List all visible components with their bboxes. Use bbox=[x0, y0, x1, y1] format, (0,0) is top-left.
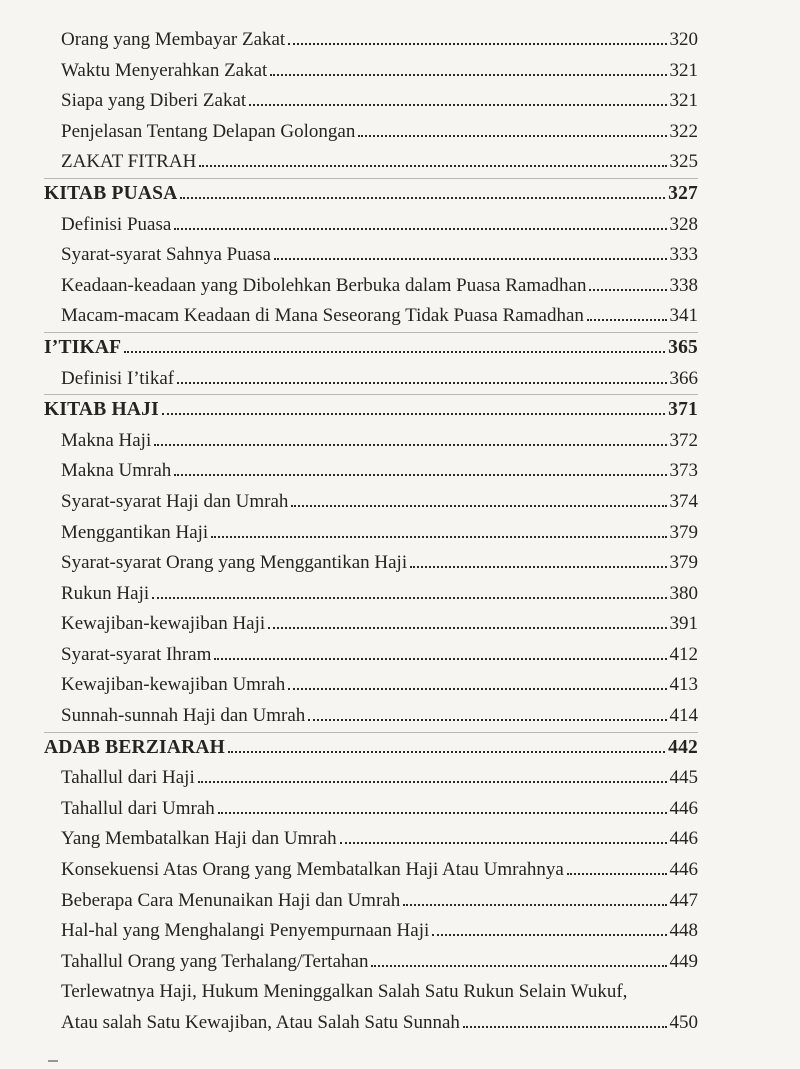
toc-entry-title: Sunnah-sunnah Haji dan Umrah bbox=[61, 705, 306, 727]
toc-page-number: 373 bbox=[669, 460, 698, 482]
toc-entry[interactable] bbox=[44, 117, 698, 148]
table-of-contents bbox=[44, 25, 698, 1039]
dot-leader bbox=[270, 69, 666, 76]
toc-entry[interactable] bbox=[44, 701, 698, 732]
toc-chapter-title: I’TIKAF bbox=[44, 336, 122, 358]
toc-page-number: 413 bbox=[669, 674, 698, 696]
dot-leader bbox=[410, 561, 666, 568]
toc-page-number: 414 bbox=[669, 705, 698, 727]
toc-entry-title: Syarat-syarat Sahnya Puasa bbox=[61, 244, 271, 266]
toc-entry[interactable] bbox=[44, 487, 698, 518]
toc-entry[interactable] bbox=[44, 86, 698, 117]
dot-leader bbox=[152, 592, 666, 599]
dot-leader bbox=[198, 776, 667, 783]
toc-page-number: 446 bbox=[669, 859, 698, 881]
toc-entry-title: Konsekuensi Atas Orang yang Membatalkan Haji Atau Umrahnya bbox=[61, 859, 564, 881]
toc-entry[interactable] bbox=[44, 794, 698, 825]
dot-leader bbox=[587, 314, 667, 321]
toc-page-number: 379 bbox=[669, 552, 698, 574]
toc-entry[interactable] bbox=[44, 609, 698, 640]
toc-page-number: 447 bbox=[669, 889, 698, 911]
toc-entry[interactable] bbox=[44, 25, 698, 56]
toc-page-number: 321 bbox=[669, 90, 698, 112]
toc-entry[interactable] bbox=[44, 548, 698, 579]
toc-page-number: 328 bbox=[669, 213, 698, 235]
toc-chapter-title: KITAB PUASA bbox=[44, 182, 178, 204]
toc-page-number: 391 bbox=[669, 613, 698, 635]
toc-entry-title: Tahallul Orang yang Terhalang/Tertahan bbox=[61, 950, 369, 972]
toc-entry-title: Beberapa Cara Menunaikan Haji dan Umrah bbox=[61, 889, 401, 911]
toc-entry[interactable] bbox=[44, 518, 698, 549]
dot-leader bbox=[340, 837, 667, 844]
toc-chapter[interactable] bbox=[44, 333, 698, 364]
toc-entry-title: Syarat-syarat Ihram bbox=[61, 643, 212, 665]
toc-page-number: 320 bbox=[669, 29, 698, 50]
dot-leader bbox=[174, 223, 666, 230]
page-edge-mark bbox=[48, 1060, 58, 1062]
toc-page-number: 321 bbox=[669, 59, 698, 81]
toc-entry-title: ZAKAT FITRAH bbox=[61, 151, 197, 173]
dot-leader bbox=[249, 99, 666, 106]
toc-page-number: 412 bbox=[669, 643, 698, 665]
toc-entry-title: Tahallul dari Haji bbox=[61, 767, 195, 789]
dot-leader bbox=[174, 469, 666, 476]
toc-entry[interactable] bbox=[44, 916, 698, 947]
toc-entry[interactable] bbox=[44, 855, 698, 886]
toc-entry-title: Orang yang Membayar Zakat bbox=[61, 29, 286, 50]
toc-entry-title: Hal-hal yang Menghalangi Penyempurnaan Haji bbox=[61, 920, 430, 942]
toc-entry-title: Keadaan-keadaan yang Dibolehkan Berbuka dalam Puasa Ramadhan bbox=[61, 274, 587, 296]
toc-entry-title: Waktu Menyerahkan Zakat bbox=[61, 59, 268, 81]
dot-leader bbox=[268, 622, 666, 629]
toc-entry-title: Terlewatnya Haji, Hukum Meninggalkan Salah Satu Rukun Selain Wukuf, bbox=[61, 981, 628, 1003]
toc-entry-title: Yang Membatalkan Haji dan Umrah bbox=[61, 828, 337, 850]
dot-leader bbox=[180, 192, 665, 199]
toc-entry-title: Kewajiban-kewajiban Haji bbox=[61, 613, 266, 635]
toc-entry-title: Penjelasan Tentang Delapan Golongan bbox=[61, 120, 356, 142]
toc-page-number: 450 bbox=[669, 1012, 698, 1033]
toc-page-number: 366 bbox=[669, 367, 698, 389]
toc-entry[interactable] bbox=[44, 301, 698, 332]
toc-entry-title: Kewajiban-kewajiban Umrah bbox=[61, 674, 286, 696]
toc-entry[interactable] bbox=[44, 947, 698, 978]
toc-entry-title: Syarat-syarat Orang yang Menggantikan Haji bbox=[61, 552, 408, 574]
toc-entry-title: Makna Haji bbox=[61, 429, 152, 451]
toc-page-number: 379 bbox=[669, 521, 698, 543]
toc-entry[interactable] bbox=[44, 579, 698, 610]
toc-entry-title: Rukun Haji bbox=[61, 582, 150, 604]
toc-entry[interactable] bbox=[44, 147, 698, 178]
dot-leader bbox=[288, 38, 666, 45]
toc-entry[interactable] bbox=[44, 763, 698, 794]
toc-entry-continuation[interactable] bbox=[44, 1008, 698, 1039]
dot-leader bbox=[288, 683, 666, 690]
dot-leader bbox=[308, 714, 666, 721]
dot-leader bbox=[432, 929, 666, 936]
toc-page-number: 341 bbox=[669, 305, 698, 327]
toc-entry[interactable] bbox=[44, 886, 698, 917]
toc-entry[interactable] bbox=[44, 824, 698, 855]
dot-leader bbox=[214, 653, 666, 660]
toc-entry-title: Definisi I’tikaf bbox=[61, 367, 175, 389]
dot-leader bbox=[567, 868, 667, 875]
toc-page-number: 380 bbox=[669, 582, 698, 604]
dot-leader bbox=[177, 377, 666, 384]
toc-page-number: 449 bbox=[669, 950, 698, 972]
dot-leader bbox=[154, 439, 666, 446]
dot-leader bbox=[199, 160, 666, 167]
toc-entry-title: Syarat-syarat Haji dan Umrah bbox=[61, 490, 289, 512]
dot-leader bbox=[291, 500, 666, 507]
toc-chapter-title: KITAB HAJI bbox=[44, 399, 159, 421]
toc-entry[interactable] bbox=[44, 210, 698, 241]
dot-leader bbox=[228, 746, 665, 753]
toc-page-number: 325 bbox=[669, 151, 698, 173]
toc-page-number: 442 bbox=[668, 736, 698, 758]
dot-leader bbox=[162, 408, 665, 415]
toc-entry-title: Atau salah Satu Kewajiban, Atau Salah Satu Sunnah bbox=[61, 1012, 460, 1033]
toc-page-number: 448 bbox=[669, 920, 698, 942]
toc-page-number: 371 bbox=[668, 399, 698, 421]
toc-page-number: 365 bbox=[668, 336, 698, 358]
dot-leader bbox=[589, 284, 666, 291]
toc-entry[interactable] bbox=[44, 364, 698, 395]
toc-chapter[interactable] bbox=[44, 179, 698, 210]
toc-entry[interactable] bbox=[44, 56, 698, 87]
toc-entry[interactable] bbox=[44, 977, 698, 1008]
toc-entry[interactable] bbox=[44, 670, 698, 701]
toc-page-number: 445 bbox=[669, 767, 698, 789]
toc-page-number: 446 bbox=[669, 797, 698, 819]
toc-chapter[interactable] bbox=[44, 733, 698, 764]
dot-leader bbox=[371, 960, 666, 967]
dot-leader bbox=[218, 807, 667, 814]
dot-leader bbox=[211, 531, 666, 538]
toc-entry-title: Macam-macam Keadaan di Mana Seseorang Tidak Puasa Ramadhan bbox=[61, 305, 584, 327]
toc-entry[interactable] bbox=[44, 640, 698, 671]
toc-entry[interactable] bbox=[44, 456, 698, 487]
toc-entry[interactable] bbox=[44, 240, 698, 271]
toc-page-number: 333 bbox=[669, 244, 698, 266]
dot-leader bbox=[274, 253, 667, 260]
dot-leader bbox=[403, 899, 666, 906]
dot-leader bbox=[358, 130, 666, 137]
toc-chapter-title: ADAB BERZIARAH bbox=[44, 736, 226, 758]
toc-entry-title: Siapa yang Diberi Zakat bbox=[61, 90, 247, 112]
toc-page-number: 372 bbox=[669, 429, 698, 451]
toc-entry-title: Tahallul dari Umrah bbox=[61, 797, 215, 819]
toc-page-number: 322 bbox=[669, 120, 698, 142]
toc-page-number: 374 bbox=[669, 490, 698, 512]
dot-leader bbox=[124, 346, 665, 353]
toc-page-number: 327 bbox=[668, 182, 698, 204]
toc-page-number: 338 bbox=[669, 274, 698, 296]
toc-entry-title: Definisi Puasa bbox=[61, 213, 172, 235]
toc-chapter[interactable] bbox=[44, 395, 698, 426]
toc-entry[interactable] bbox=[44, 271, 698, 302]
toc-page-number: 446 bbox=[669, 828, 698, 850]
toc-entry[interactable] bbox=[44, 426, 698, 457]
dot-leader bbox=[463, 1021, 667, 1028]
toc-entry-title: Menggantikan Haji bbox=[61, 521, 209, 543]
toc-entry-title: Makna Umrah bbox=[61, 460, 172, 482]
